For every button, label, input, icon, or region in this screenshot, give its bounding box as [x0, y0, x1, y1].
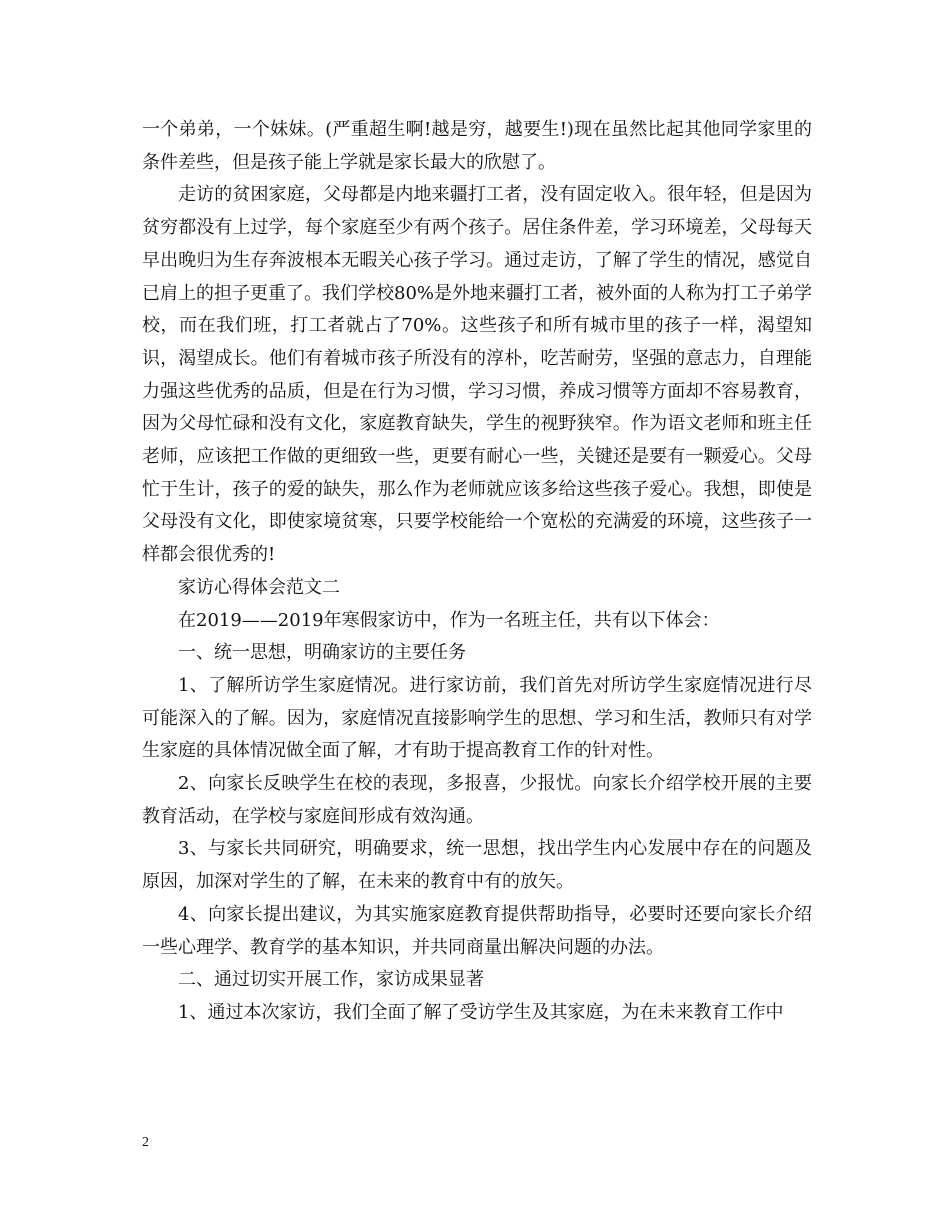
paragraph-intro: 在2019——2019年寒假家访中，作为一名班主任，共有以下体会： [178, 609, 720, 631]
list-item-1: 1、了解所访学生家庭情况。进行家访前，我们首先对所访学生家庭情况进行尽可能深入的了解。因为，家庭情况直接影响学生的思想、学习和生活，教师只有对学生家庭的具体情况做全面了解，才有助于提高教育工作的针对性。 [142, 674, 812, 762]
list-item-results-1: 1、通过本次家访，我们全面了解了受访学生及其家庭，为在未来教育工作中 [178, 1001, 784, 1023]
list-item-3: 3、与家长共同研究，明确要求，统一思想，找出学生内心发展中存在的问题及原因，加深对学生的了解，在未来的教育中有的放矢。 [142, 838, 812, 893]
section-title-sample-two: 家访心得体会范文二 [178, 576, 340, 598]
heading-unify-thinking: 一、统一思想，明确家访的主要任务 [178, 642, 466, 664]
document-body [142, 114, 812, 1030]
list-item-4: 4、向家长提出建议，为其实施家庭教育提供帮助指导，必要时还要向家长介绍一些心理学、教育学的基本知识，并共同商量出解决问题的办法。 [142, 903, 812, 958]
list-item-2: 2、向家长反映学生在校的表现，多报喜，少报忧。向家长介绍学校开展的主要教育活动，在学校与家庭间形成有效沟通。 [142, 773, 812, 827]
page-number: 2 [142, 1135, 149, 1150]
paragraph-poor-families: 走访的贫困家庭，父母都是内地来疆打工者，没有固定收入。很年轻，但是因为贫穷都没有上过学，每个家庭至少有两个孩子。居住条件差，学习环境差，父母每天早出晚归为生存奔波根本无暇关心孩子学习。通过走访，了解了学生的情况，感觉自已肩上的担子更重了。我们学校80%是外地来疆打工者，被外面的人称为打工子弟学校，而在我们班，打工者就占了70%。这些孩子和所有城市里的孩子一样，渴望知识，渴望成长。他们有着城市孩子所没有的淳朴，吃苦耐劳，坚强的意志力，自理能力强这些优秀的品质，但是在行为习惯，学习习惯，养成习惯等方面却不容易教育，因为父母忙碌和没有文化，家庭教育缺失，学生的视野狭窄。作为语文老师和班主任老师，应该把工作做的更细致一些，更要有耐心一些，关键还是要有一颗爱心。父母忙于生计，孩子的爱的缺失，那么作为老师就应该多给这些孩子爱心。我想，即使是父母没有文化，即使家境贫寒，只要学校能给一个宽松的充满爱的环境，这些孩子一样都会很优秀的! [142, 184, 813, 566]
paragraph-continuation: 一个弟弟，一个妹妹。(严重超生啊!越是穷，越要生!)现在虽然比起其他同学家里的条件差些，但是孩子能上学就是家长最大的欣慰了。 [142, 119, 812, 173]
heading-results: 二、通过切实开展工作，家访成果显著 [178, 969, 484, 991]
